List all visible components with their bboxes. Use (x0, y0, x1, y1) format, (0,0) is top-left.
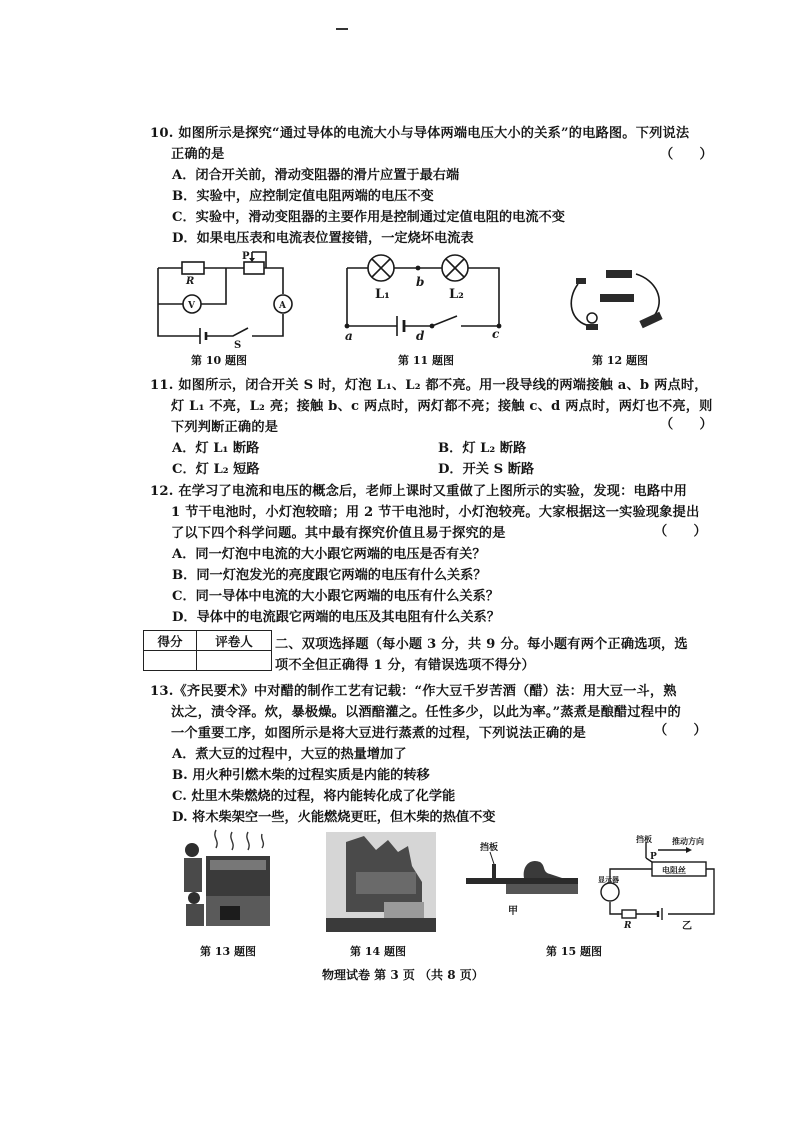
q12-stem-line2: 1 节干电池时，小灯泡较暗；用 2 节干电池时，小灯泡较亮。大家根据这一实验现象提出 (171, 505, 700, 520)
q11-option-d: D．开关 S 断路 (438, 462, 535, 477)
q13-option-d: D. 将木柴架空一些，火能燃烧更旺，但木柴的热值不变 (172, 810, 496, 825)
figure-14-photo (326, 832, 436, 932)
q13-option-b: B. 用火种引燃木柴的过程实质是内能的转移 (172, 768, 430, 783)
fig15-label-dianzusi: 电阻丝 (662, 865, 686, 875)
fig15-label-tuidong: 推动方向 (672, 836, 704, 846)
figure-13-cooking-illustration (176, 828, 288, 930)
q11-stem-line2: 灯 L₁ 不亮，L₂ 亮；接触 b、c 两点时，两灯都不亮；接触 c、d 两点时，两灯也不亮，则 (171, 399, 713, 414)
fig11-label-l1: L₁ (375, 287, 390, 302)
figure-11-circuit (337, 248, 517, 344)
fig15-label-xianshiqi: 显示器 (598, 875, 619, 884)
fig13-caption: 第 13 题图 (200, 945, 256, 958)
fig12-caption: 第 12 题图 (592, 354, 648, 367)
q13-option-c: C. 灶里木柴燃烧的过程，将内能转化成了化学能 (172, 789, 456, 804)
q10-option-b: B．实验中，应控制定值电阻两端的电压不变 (172, 189, 434, 204)
q11-option-b: B．灯 L₂ 断路 (438, 441, 527, 456)
fig11-label-b: b (416, 275, 425, 289)
q10-option-d: D．如果电压表和电流表位置接错，一定烧坏电流表 (172, 231, 474, 246)
fig10-label-p: P (242, 251, 250, 262)
fig11-label-l2: L₂ (449, 287, 464, 302)
q12-stem-line1: 12. 在学习了电流和电压的概念后，老师上课时又重做了上图所示的实验，发现：电路中用 (150, 484, 688, 499)
scan-mark (336, 28, 348, 30)
q11-option-a: A．灯 L₁ 断路 (172, 441, 260, 456)
q11-stem-line1: 11. 如图所示，闭合开关 S 时，灯泡 L₁、L₂ 都不亮。用一段导线的两端接触 a、b 两点时， (150, 378, 708, 393)
q12-answer-paren: （ ） (654, 524, 707, 539)
figure-15-jia (462, 838, 582, 918)
score-label: 得分 (144, 631, 197, 651)
q13-option-a: A．煮大豆的过程中，大豆的热量增加了 (172, 747, 407, 762)
q13-stem-line1: 13.《齐民要术》中对醋的制作工艺有记载：“作大豆千岁苦酒（醋）法：用大豆一斗，熟 (150, 684, 677, 699)
section2-title-line1: 二、双项选择题（每小题 3 分，共 9 分。每小题有两个正确选项，选 (275, 637, 688, 652)
fig15-label-jia: 甲 (508, 906, 518, 917)
q10-option-a: A．闭合开关前，滑动变阻器的滑片应置于最右端 (172, 168, 460, 183)
fig10-voltmeter-v: V (188, 301, 195, 311)
q10-answer-paren: （ ） (660, 147, 713, 162)
section2-title-line2: 项不全但正确得 1 分，有错误选项不得分） (275, 658, 535, 673)
q13-stem-line2: 汰之，渍令泽。炊，暴极燥。以酒醅灌之。任性多少，以此为率。”蒸煮是酿醋过程中的 (171, 705, 681, 720)
fig15-label-p: P (650, 852, 657, 862)
fig11-label-a: a (345, 329, 353, 343)
q12-option-b: B．同一灯泡发光的亮度跟它两端的电压有什么关系？ (172, 568, 487, 583)
q12-option-d: D．导体中的电流跟它两端的电压及其电阻有什么关系？ (172, 610, 500, 625)
score-cell[interactable] (144, 651, 197, 671)
fig15-label-r: R (624, 921, 632, 931)
grader-label: 评卷人 (197, 631, 272, 651)
fig11-caption: 第 11 题图 (398, 354, 454, 367)
q12-option-c: C．同一导体中电流的大小跟它两端的电压有什么关系？ (172, 589, 499, 604)
fig15-label-yi: 乙 (682, 921, 692, 932)
q13-stem-line3: 一个重要工序，如图所示是将大豆进行蒸煮的过程，下列说法正确的是 (171, 726, 587, 741)
q12-option-a: A．同一灯泡中电流的大小跟它两端的电压是否有关？ (172, 547, 486, 562)
grader-cell[interactable] (197, 651, 272, 671)
figure-15-yi-circuit (598, 832, 722, 932)
q10-option-c: C．实验中，滑动变阻器的主要作用是控制通过定值电阻的电流不变 (172, 210, 565, 225)
score-table (143, 630, 272, 671)
figure-10-circuit (148, 248, 298, 348)
fig14-caption: 第 14 题图 (350, 945, 406, 958)
q10-stem-line2: 正确的是 (171, 147, 225, 162)
q11-stem-line3: 下列判断正确的是 (171, 420, 279, 435)
fig11-label-d: d (416, 329, 425, 343)
fig15-label-dangban-right: 挡板 (636, 834, 652, 844)
fig11-label-c: c (492, 327, 500, 341)
fig10-caption: 第 10 题图 (191, 354, 247, 367)
fig10-label-s: S (234, 340, 242, 348)
figure-12-apparatus (564, 264, 674, 338)
q11-option-c: C．灯 L₂ 短路 (172, 462, 260, 477)
q13-answer-paren: （ ） (654, 723, 707, 738)
q12-stem-line3: 了以下四个科学问题。其中最有探究价值且易于探究的是 (171, 526, 506, 541)
q10-stem-line1: 10. 如图所示是探究“通过导体的电流大小与导体两端电压大小的关系”的电路图。下列说法 (150, 126, 690, 141)
page-footer: 物理试卷 第 3 页 （共 8 页） (322, 968, 484, 982)
fig10-label-r: R (186, 276, 195, 287)
q11-answer-paren: （ ） (660, 417, 713, 432)
fig15-caption: 第 15 题图 (546, 945, 602, 958)
fig10-ammeter-a: A (279, 301, 286, 311)
fig15-label-dangban-left: 挡板 (480, 843, 499, 853)
